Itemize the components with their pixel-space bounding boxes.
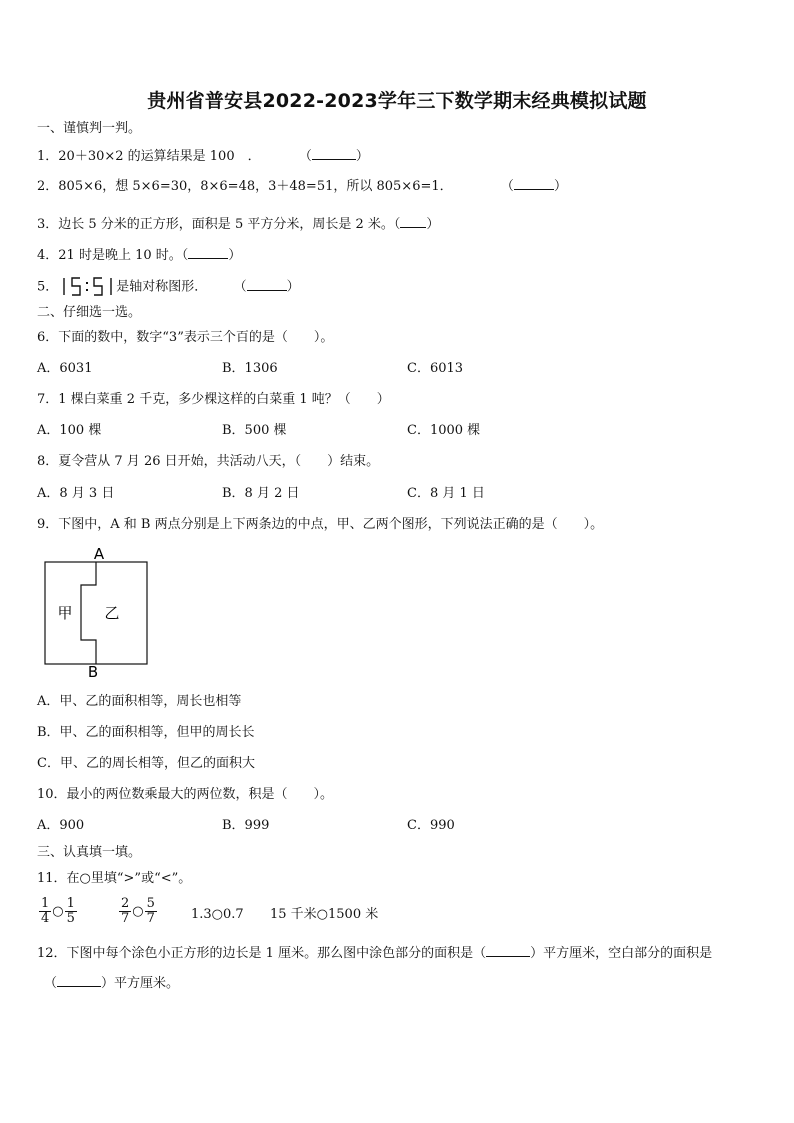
question-7: 7．1 棵白菜重 2 千克，多少棵这样的白菜重 1 吨？（ ） <box>37 392 390 407</box>
answer-blank-2[interactable] <box>514 177 554 190</box>
compare-circle[interactable]: ○ <box>52 904 64 919</box>
point-b-label: B <box>87 663 99 680</box>
question-11: 11．在○里填“>”或“<”。 <box>37 871 192 886</box>
answer-blank-5[interactable] <box>247 278 287 291</box>
option-c[interactable]: C．990 <box>407 818 455 833</box>
option-b[interactable]: B．甲、乙的面积相等，但甲的周长长 <box>37 725 255 740</box>
answer-blank-open: （ <box>500 179 514 194</box>
page-title: 贵州省普安县2022-2023学年三下数学期末经典模拟试题 <box>147 90 647 112</box>
point-a-label: A <box>93 545 105 563</box>
question-9: 9．下图中，A 和 B 两点分别是上下两条边的中点，甲、乙两个图形，下列说法正确的是（ ）。 <box>37 517 604 532</box>
question-1 <box>37 147 369 165</box>
comparison-item-2 <box>118 897 158 926</box>
question-4 <box>37 246 241 264</box>
fraction: $\frac{2}{7}$ <box>121 896 130 926</box>
comparison-item-3[interactable]: 1.3○0.7 <box>191 907 244 922</box>
section-2-heading: 二、仔细选一选。 <box>37 305 142 320</box>
digital-clock-display <box>58 276 116 298</box>
answer-blank-close: ） <box>553 179 567 194</box>
region-yi-label: 乙 <box>104 604 120 622</box>
fraction: $\frac{1}{4}$ <box>41 896 50 926</box>
option-b[interactable]: B．8 月 2 日 <box>222 486 300 501</box>
question-3-text: 3．边长 5 分米的正方形，面积是 5 平方分米，周长是 2 米。 <box>37 217 394 232</box>
answer-blank-shaded-area[interactable] <box>486 944 530 957</box>
fraction: $\frac{5}{7}$ <box>146 896 155 926</box>
question-5 <box>37 276 300 298</box>
option-a[interactable]: A．8 月 3 日 <box>37 486 115 501</box>
question-12-text-a: 12．下图中每个涂色小正方形的边长是 1 厘米。那么图中涂色部分的面积是（ <box>37 946 487 961</box>
rectangle-split-figure <box>40 545 152 680</box>
answer-blank-close: ） <box>286 279 300 295</box>
question-12-text-b: ）平方厘米，空白部分的面积是 <box>530 946 713 961</box>
option-b[interactable]: B．1306 <box>222 361 278 376</box>
question-4-text: 4．21 时是晚上 10 时。 <box>37 248 182 263</box>
answer-blank-open: （ <box>181 248 189 263</box>
answer-blank-3[interactable] <box>400 215 426 228</box>
answer-blank-close: ） <box>426 217 440 232</box>
option-a[interactable]: A．甲、乙的面积相等，周长也相等 <box>37 694 242 709</box>
option-b[interactable]: B．999 <box>222 818 270 833</box>
question-10: 10．最小的两位数乘最大的两位数，积是（ ）。 <box>37 787 334 802</box>
question-12-text-d: ）平方厘米。 <box>101 976 180 991</box>
answer-blank-4[interactable] <box>188 246 228 259</box>
section-1-heading: 一、谨慎判一判。 <box>37 121 142 136</box>
answer-blank-open: （ <box>298 149 312 164</box>
option-c[interactable]: C．甲、乙的周长相等，但乙的面积大 <box>37 756 255 771</box>
option-c[interactable]: C．8 月 1 日 <box>407 486 485 501</box>
answer-blank-close: ） <box>228 248 242 263</box>
question-1-text: 1．20＋30×2 的运算结果是 100 ． <box>37 149 261 164</box>
answer-blank-open: （ <box>233 279 247 295</box>
comparison-item-4[interactable]: 15 千米○1500 米 <box>270 907 379 922</box>
section-3-heading: 三、认真填一填。 <box>37 845 142 860</box>
answer-blank-blank-area[interactable] <box>57 974 101 987</box>
question-5-text: 是轴对称图形． <box>116 279 208 295</box>
option-b[interactable]: B．500 棵 <box>222 423 287 438</box>
question-3 <box>37 215 439 233</box>
option-a[interactable]: A．6031 <box>37 361 93 376</box>
answer-blank-open: （ <box>393 217 401 232</box>
comparison-item-1 <box>38 897 78 926</box>
question-12-line-2 <box>44 974 179 992</box>
question-6: 6．下面的数中，数字“3”表示三个百的是（ ）。 <box>37 330 334 345</box>
question-2 <box>37 177 567 195</box>
question-5-number: 5． <box>37 279 59 295</box>
question-12-text-c: （ <box>44 976 58 991</box>
answer-blank-1[interactable] <box>312 147 356 160</box>
question-12-line-1 <box>37 944 712 962</box>
option-a[interactable]: A．900 <box>37 818 85 833</box>
option-c[interactable]: C．1000 棵 <box>407 423 481 438</box>
option-c[interactable]: C．6013 <box>407 361 464 376</box>
question-8: 8．夏令营从 7 月 26 日开始，共活动八天，（ ）结束。 <box>37 454 380 469</box>
dividing-line <box>81 562 96 664</box>
compare-circle[interactable]: ○ <box>132 904 144 919</box>
region-jia-label: 甲 <box>57 604 73 622</box>
question-2-text: 2．805×6，想 5×6=30，8×6=48，3＋48=51，所以 805×6=1． <box>37 179 453 194</box>
option-a[interactable]: A．100 棵 <box>37 423 102 438</box>
answer-blank-close: ） <box>355 149 369 164</box>
fraction: $\frac{1}{5}$ <box>66 896 75 926</box>
